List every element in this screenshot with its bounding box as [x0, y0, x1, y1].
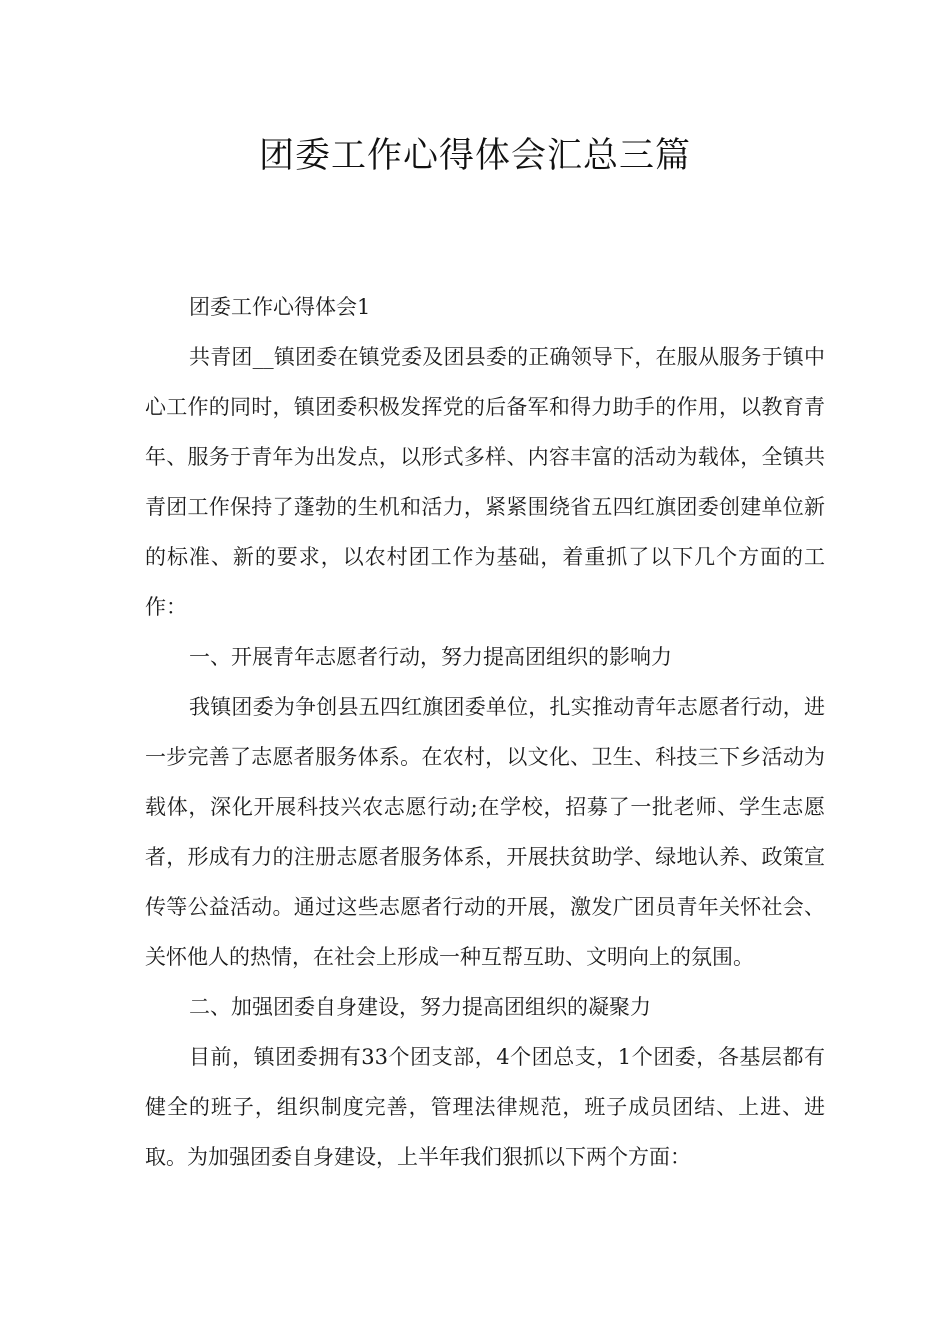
section-heading-volunteer: 一、开展青年志愿者行动，努力提高团组织的影响力	[189, 645, 672, 669]
paragraph-volunteer: 我镇团委为争创县五四红旗团委单位，扎实推动青年志愿者行动，进一步完善了志愿者服务体系。在农村，以文化、卫生、科技三下乡活动为载体，深化开展科技兴农志愿行动;在学校，招募了一批老师、学生志愿者，形成有力的注册志愿者服务体系，开展扶贫助学、绿地认养、政策宣传等公益活动。通过这些志愿者行动的开展，激发广团员青年关怀社会、关怀他人的热情，在社会上形成一种互帮互助、文明向上的氛围。	[145, 695, 825, 969]
document-body	[145, 282, 825, 1182]
paragraph-self-building: 目前，镇团委拥有33个团支部，4个团总支，1个团委，各基层都有健全的班子，组织制度完善，管理法律规范，班子成员团结、上进、进取。为加强团委自身建设，上半年我们狠抓以下两个方面：	[145, 1045, 825, 1169]
section-heading-self-building: 二、加强团委自身建设，努力提高团组织的凝聚力	[189, 995, 651, 1019]
paragraph-intro: 共青团__镇团委在镇党委及团县委的正确领导下，在服从服务于镇中心工作的同时，镇团委积极发挥党的后备军和得力助手的作用，以教育青年、服务于青年为出发点，以形式多样、内容丰富的活动为载体，全镇共青团工作保持了蓬勃的生机和活力，紧紧围绕省五四红旗团委创建单位新的标准、新的要求，以农村团工作为基础，着重抓了以下几个方面的工作：	[145, 345, 825, 619]
document-title: 团委工作心得体会汇总三篇	[258, 136, 691, 176]
section-heading-1: 团委工作心得体会1	[189, 295, 371, 319]
